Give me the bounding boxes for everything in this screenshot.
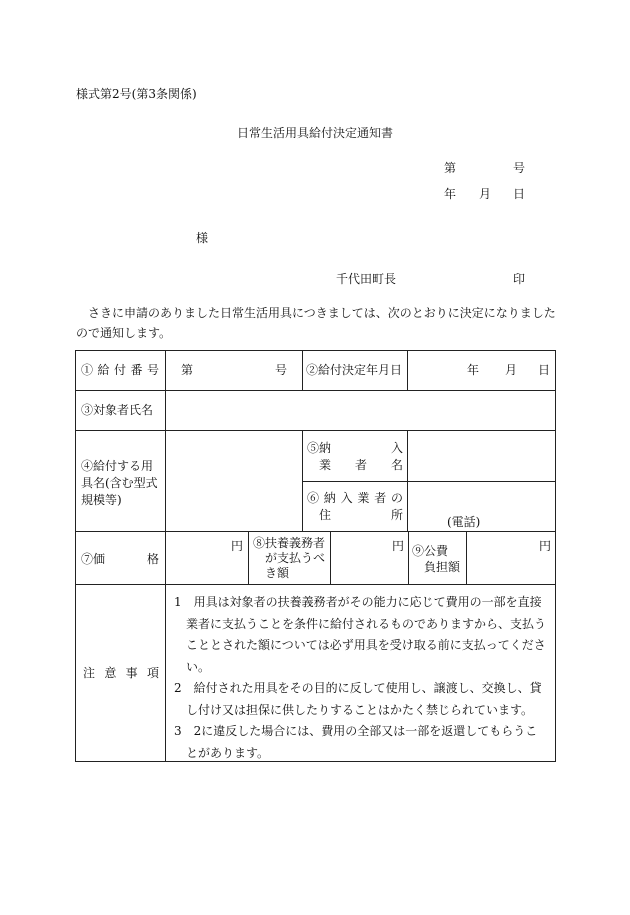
form-id: 様式第2号(第3条関係) (76, 87, 197, 101)
note-item-3: 3 2に違反した場合には、費用の全部又は一部を返還してもらうことがあります。 (174, 724, 538, 760)
decision-date-label: ②給付決定年月日 (306, 363, 403, 377)
vendor-name-char5: 名 (391, 458, 404, 472)
guardian-amount-label-line1: ⑧扶養義務者 (253, 536, 326, 550)
vendor-phone-label: (電話) (447, 515, 481, 529)
decision-date-month: 月 (505, 363, 518, 377)
benefit-number-suffix: 号 (275, 363, 288, 377)
price-label: ⑦価 (81, 552, 106, 566)
benefit-number-label: ①給付番号 (81, 363, 159, 377)
seal-mark: 印 (513, 272, 526, 286)
decision-date-year: 年 (467, 363, 480, 377)
vendor-name-char3: 業 (319, 458, 332, 472)
public-burden-yen: 円 (539, 539, 552, 553)
equipment-name-label: ④給付する用具名(含む型式規模等) (81, 459, 158, 507)
notice-number-suffix: 号 (513, 161, 526, 175)
guardian-amount-yen: 円 (392, 539, 405, 553)
notes-list (174, 592, 549, 764)
recipient-name-label: ③対象者氏名 (81, 403, 154, 417)
addressee-suffix: 様 (196, 231, 209, 245)
notes-label: 注意事項 (83, 666, 159, 680)
guardian-amount-label-line3: き額 (265, 566, 290, 580)
decision-date-day: 日 (538, 363, 551, 377)
vendor-address-char1: 住 (319, 508, 332, 522)
vendor-name-char2: 入 (391, 441, 404, 455)
price-yen: 円 (231, 539, 244, 553)
price-label-end: 格 (147, 552, 160, 566)
benefit-number-prefix: 第 (181, 363, 194, 377)
notice-date-year: 年 (444, 187, 457, 201)
notice-number-label: 第 (444, 161, 457, 175)
guardian-amount-label-line2: が支払うべ (265, 551, 326, 565)
vendor-address-char2: 所 (391, 508, 404, 522)
vendor-address-label: ⑥納入業者の (307, 491, 403, 505)
decision-table (75, 350, 556, 762)
note-item-1: 1 用具は対象者の扶養義務者がその能力に応じて費用の一部を直接業者に支払うことを条件に給付されるものでありますから、支払うこととされた額については必ず用具を受け取る前に支払ってください。 (174, 595, 547, 674)
vendor-name-char4: 者 (355, 458, 368, 472)
document-title: 日常生活用具給付決定通知書 (236, 126, 393, 140)
notice-date-month: 月 (479, 187, 492, 201)
vendor-name-num: ⑤納 (307, 441, 332, 455)
public-burden-label-line2: 負担額 (424, 560, 461, 574)
note-item-2: 2 給付された用具をその目的に反して使用し、譲渡し、交換し、貸し付け又は担保に供したりすることはかたく禁じられています。 (174, 681, 542, 717)
issuer-name: 千代田町長 (336, 272, 397, 286)
intro-text: さきに申請のありました日常生活用具につきましては、次のとおりに決定になりましたので通知します。 (76, 306, 556, 340)
notice-date-day: 日 (513, 187, 526, 201)
public-burden-label-line1: ⑨公費 (412, 544, 449, 558)
